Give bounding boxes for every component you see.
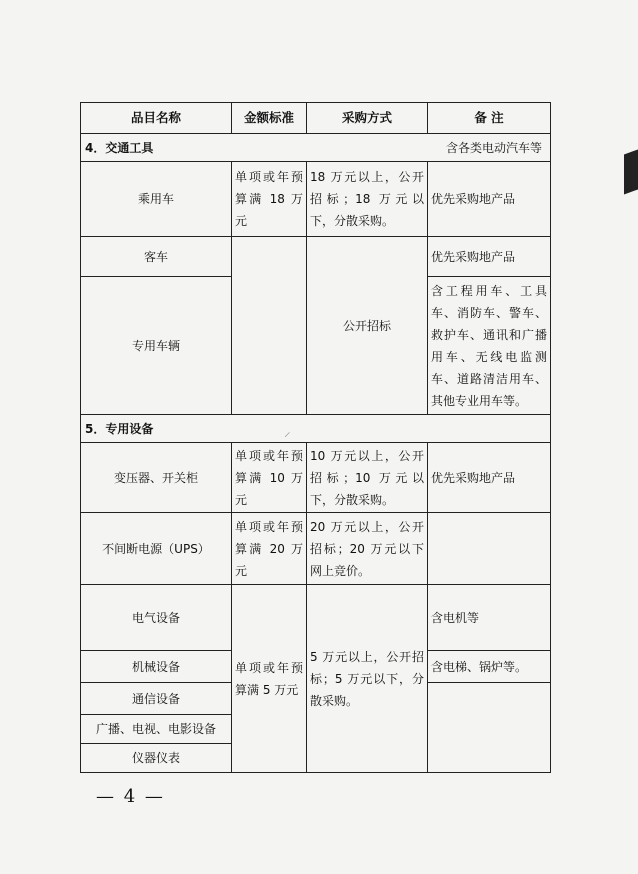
item-cell: 仪器仪表 [81, 744, 232, 773]
remarks-cell: 含工程用车、工具车、消防车、警车、救护车、通讯和广播用车、无线电监测车、道路清洁用车、其他专业用车等。 [428, 277, 551, 415]
item-cell: 广播、电视、电影设备 [81, 715, 232, 744]
table-row [81, 237, 551, 277]
item-cell: 电气设备 [81, 585, 232, 651]
method-cell: 公开招标 [307, 237, 428, 415]
table-header-row [81, 103, 551, 134]
header-amount-standard: 金额标准 [232, 103, 307, 134]
table-row [81, 162, 551, 237]
item-cell: 机械设备 [81, 651, 232, 683]
page-edge-shadow [624, 149, 638, 194]
remarks-cell: 含电梯、锅炉等。 [428, 651, 551, 683]
remarks-cell [428, 513, 551, 585]
section-title: 5．专用设备 [85, 421, 154, 436]
header-item-name: 品目名称 [81, 103, 232, 134]
item-cell: 乘用车 [81, 162, 232, 237]
section-note: 含各类电动汽车等 [445, 140, 542, 155]
amount-cell: 单项或年预算满 20 万元 [232, 513, 307, 585]
scan-mark: ⸝ [284, 425, 291, 440]
header-procurement-method: 采购方式 [307, 103, 428, 134]
item-cell: 专用车辆 [81, 277, 232, 415]
item-cell: 不间断电源（UPS） [81, 513, 232, 585]
remarks-cell: 优先采购地产品 [428, 162, 551, 237]
method-cell: 18 万元以上，公开招标；18 万元以下，分散采购。 [307, 162, 428, 237]
remarks-cell: 含电机等 [428, 585, 551, 651]
table-row [81, 443, 551, 513]
section-row-special-equipment [81, 415, 551, 443]
amount-cell [232, 237, 307, 415]
procurement-table [80, 102, 551, 773]
section-row-vehicles [81, 134, 551, 162]
method-cell: 20 万元以上，公开招标；20 万元以下网上竞价。 [307, 513, 428, 585]
method-cell: 5 万元以上，公开招标；5 万元以下，分散采购。 [307, 585, 428, 773]
amount-cell: 单项或年预算满 18 万元 [232, 162, 307, 237]
item-cell: 客车 [81, 237, 232, 277]
remarks-cell: 优先采购地产品 [428, 443, 551, 513]
amount-cell: 单项或年预算满 5 万元 [232, 585, 307, 773]
header-remarks: 备 注 [428, 103, 551, 134]
remarks-cell [428, 683, 551, 773]
remarks-cell: 优先采购地产品 [428, 237, 551, 277]
amount-cell: 单项或年预算满 10 万元 [232, 443, 307, 513]
item-cell: 通信设备 [81, 683, 232, 715]
table-row [81, 585, 551, 651]
method-cell: 10 万元以上，公开招标；10 万元以下，分散采购。 [307, 443, 428, 513]
section-title: 4．交通工具 [85, 140, 154, 155]
item-cell: 变压器、开关柜 [81, 443, 232, 513]
table-row [81, 513, 551, 585]
page-number: — 4 — [96, 786, 165, 807]
